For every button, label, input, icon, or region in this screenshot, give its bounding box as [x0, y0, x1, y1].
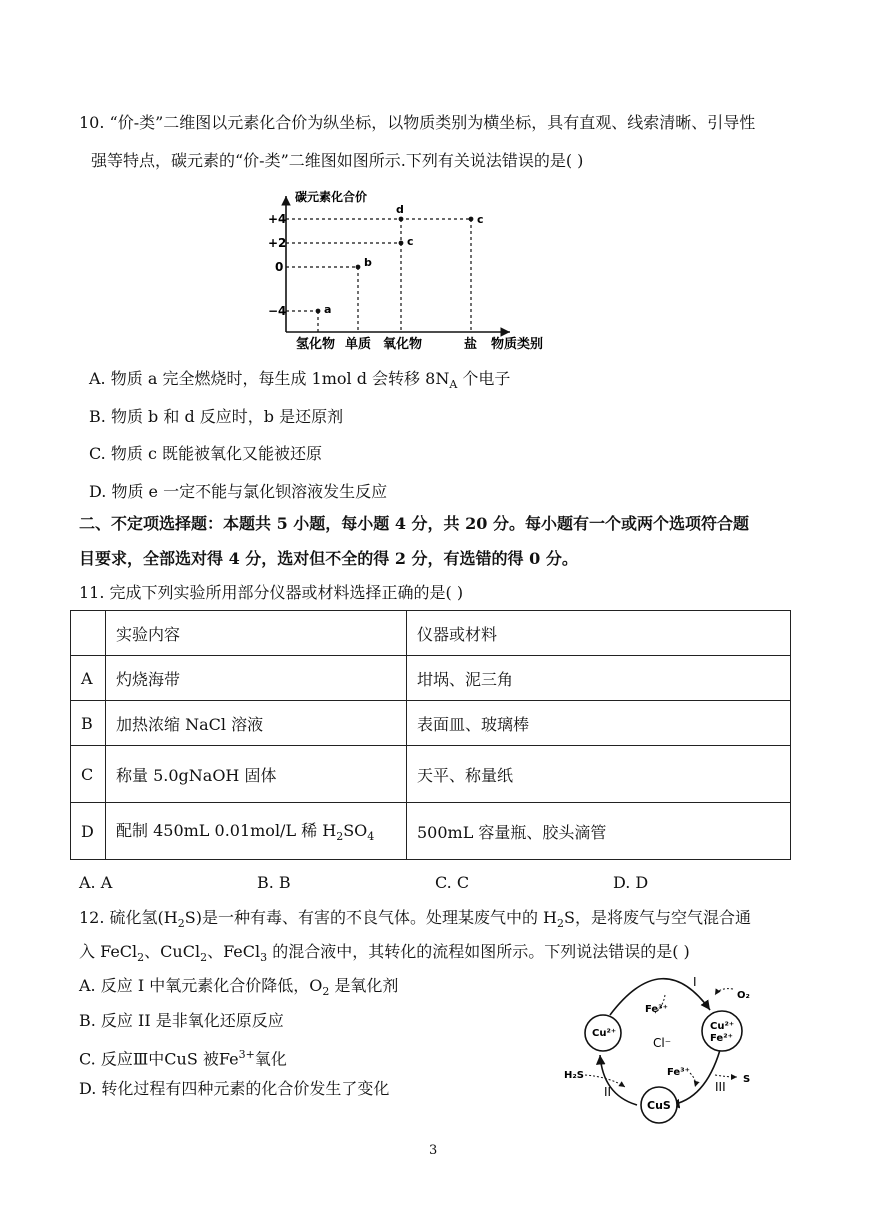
y-tick-plus4: +4 — [268, 212, 287, 226]
q12-stem-line1: 12. 硫化氢$(H_2S)$是一种有毒、有害的不良气体。处理某废气中的 $H_2S$，是将废气与空气混合通 — [79, 908, 751, 931]
sulfur-label: S — [743, 1074, 751, 1085]
row-content: 加热浓缩 NaCl 溶液 — [106, 701, 407, 746]
q10-option-d: D. 物质 e 一定不能与氯化钡溶液发生反应 — [89, 482, 388, 501]
point-a — [316, 309, 321, 314]
row-material: 表面皿、玻璃棒 — [407, 701, 791, 746]
q11-table — [70, 610, 791, 860]
x-axis-title: 物质类别 — [491, 337, 544, 352]
q11-answer-b: B. B — [257, 873, 291, 892]
q12-option-a: A. 反应 I 中氧元素化合价降低，$O_2$ 是氧化剂 — [79, 976, 399, 999]
point-c-label: c — [407, 235, 414, 248]
q11-answer-d: D. D — [613, 873, 649, 892]
step3-label: III — [715, 1080, 726, 1094]
x-tick-element: 单质 — [345, 337, 372, 352]
table-header-key — [71, 611, 106, 656]
table-row — [71, 803, 791, 860]
row-key: B — [71, 701, 106, 746]
table-header-content: 实验内容 — [106, 611, 407, 656]
point-e-label: c — [477, 213, 484, 226]
x-tick-oxide: 氧化物 — [383, 337, 423, 352]
fe3-right-label: Fe³⁺ — [667, 1067, 690, 1078]
q12-option-b: B. 反应 II 是非氧化还原反应 — [79, 1011, 284, 1030]
row-content: 灼烧海带 — [106, 656, 407, 701]
y-axis-title: 碳元素化合价 — [295, 190, 368, 204]
table-header-material: 仪器或材料 — [407, 611, 791, 656]
point-d-label: d — [396, 203, 404, 216]
row-key: C — [71, 746, 106, 803]
row-material: 天平、称量纸 — [407, 746, 791, 803]
row-material: 500mL 容量瓶、胶头滴管 — [407, 803, 791, 860]
point-b — [356, 265, 361, 270]
x-tick-salt: 盐 — [464, 337, 478, 352]
row-key: A — [71, 656, 106, 701]
y-tick-plus2: +2 — [268, 236, 287, 250]
table-header-row — [71, 611, 791, 656]
row-content: 配制 450mL 0.01mol/L 稀 $H_2SO_4$ — [106, 803, 407, 860]
row-material: 坩埚、泥三角 — [407, 656, 791, 701]
q12-stem-line2: 入 FeCl$_2$、CuCl$_2$、FeCl$_3$ 的混合液中，其转化的流程如图所示。下列说法错误的是( ) — [79, 942, 690, 965]
point-e — [469, 217, 474, 222]
q10-option-a: A. 物质 a 完全燃烧时，每生成 1mol d 会转移 $8N_A$ 个电子 — [89, 369, 511, 392]
o2-label: O₂ — [737, 990, 750, 1001]
q11-answer-a: A. A — [79, 873, 113, 892]
y-tick-minus4: −4 — [268, 304, 287, 318]
point-a-label: a — [324, 303, 332, 316]
page-number: 3 — [429, 1143, 438, 1158]
q11-answer-c: C. C — [435, 873, 470, 892]
point-c — [399, 241, 404, 246]
q10-stem-line2: 强等特点，碳元素的“价-类”二维图如图所示.下列有关说法错误的是( ) — [91, 151, 584, 170]
row-key: D — [71, 803, 106, 860]
q10-option-b: B. 物质 b 和 d 反应时，b 是还原剂 — [89, 407, 344, 426]
step1-label: I — [693, 975, 697, 989]
x-tick-hydride: 氢化物 — [296, 337, 336, 352]
valence-class-chart — [255, 182, 555, 354]
h2s-label: H₂S — [564, 1070, 584, 1081]
q12-option-c: C. 反应Ⅲ中CuS 被$Fe^{3+}$氧化 — [79, 1048, 287, 1069]
fe3-top-label: Fe³⁺ — [645, 1004, 668, 1015]
step2-label: II — [604, 1085, 612, 1099]
table-row — [71, 746, 791, 803]
q10-option-c: C. 物质 c 既能被氧化又能被还原 — [89, 444, 322, 463]
q12-option-d: D. 转化过程有四种元素的化合价发生了变化 — [79, 1079, 390, 1098]
section2-heading-line1: 二、不定项选择题：本题共 5 小题，每小题 4 分，共 20 分。每小题有一个或两个选项符合题 — [79, 514, 749, 533]
y-tick-zero: 0 — [275, 260, 284, 274]
q10-stem-line1: 10. “价-类”二维图以元素化合价为纵坐标，以物质类别为横坐标，具有直观、线索清晰、引导性 — [79, 113, 756, 132]
cu2-fe2-node-label-fe: Fe²⁺ — [710, 1033, 733, 1044]
table-row — [71, 656, 791, 701]
chloride-label: Cl⁻ — [653, 1036, 672, 1050]
section2-heading-line2: 目要求，全部选对得 4 分，选对但不全的得 2 分，有选错的得 0 分。 — [79, 549, 578, 568]
cu2-node-label: Cu²⁺ — [592, 1028, 617, 1039]
conversion-cycle-diagram — [555, 965, 775, 1125]
row-content: 称量 5.0gNaOH 固体 — [106, 746, 407, 803]
cu2-fe2-node-label-cu: Cu²⁺ — [710, 1021, 735, 1032]
table-row — [71, 701, 791, 746]
q11-stem: 11. 完成下列实验所用部分仪器或材料选择正确的是( ) — [79, 583, 464, 602]
cus-node-label: CuS — [647, 1099, 671, 1112]
point-d — [399, 217, 404, 222]
point-b-label: b — [364, 256, 372, 269]
